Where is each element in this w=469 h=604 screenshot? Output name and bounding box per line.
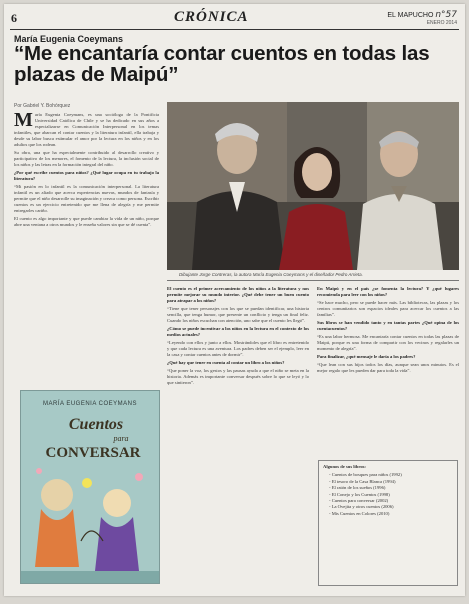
- paragraph-text: “Tiene que tener personajes con los que se puedan identificar, una historia sencilla, que tenga humor, que presente un conflicto y tenga un final feliz. Cuando los niños escuchan con atención, uno sabe que el cuento les llegó”.: [167, 306, 309, 323]
- paragraph-text: Para finalizar, ¿qué mensaje le daría a los padres?: [317, 354, 416, 359]
- photo-divider: [167, 280, 459, 281]
- paragraph-text: “Que poner la voz, los gestos y las pausas ayuda a que el niño se meta en la historia. Además es importante conversar después sobre lo que se leyó y lo que sintieron”.: [167, 368, 309, 385]
- book-list-item: - El ratón de los sueños (1996): [329, 485, 453, 491]
- handwritten-issue: n°57: [435, 10, 457, 20]
- article-column-1: [14, 112, 159, 384]
- byline: Por Gabriel Y. Bohórquez: [14, 103, 71, 109]
- section-title: CRÓNICA: [174, 9, 249, 25]
- page-number: 6: [11, 11, 17, 25]
- paragraph-text: El cuento es algo importante y que puede cambiar la vida de un niño, porque abre una ventana a otros mundos y le enseña valores sin que se dé cuenta”.: [14, 216, 159, 227]
- body-paragraph: [317, 362, 459, 374]
- cover-title-3: CONVERSAR: [45, 445, 141, 461]
- author-name: María Eugenia Coeymans: [14, 34, 124, 44]
- body-paragraph: [317, 334, 459, 352]
- paragraph-text: ¿Por qué escribe cuentos para niños? ¿Qué lugar ocupa en tu trabajo la literatura?: [14, 170, 159, 181]
- question-paragraph: [317, 286, 459, 298]
- paragraph-text: “Es una labor hermosa. Me encantaría contar cuentos en todas las plazas de Maipú, porque es una forma de compartir con los vecinos y regalarles un momento de alegría”.: [317, 334, 459, 351]
- paragraph-text: ¿Qué hay que tener en cuenta al contar un libro a los niños?: [167, 360, 285, 365]
- paragraph-text: aría Eugenia Coeymans, es una socióloga de la Pontificia Universidad Católica de Chile y se ha dedicado en sus años a especializarse en Comunicación Interpersonal en los temas infantiles, que abarcan el contar cuentos y la literatura infantil, ella trabaja y desde su labor busca estimular el amor por la lectura en los niños y en los adultos que los rodean.: [14, 112, 159, 147]
- page-header: [4, 4, 465, 34]
- photo-illustration: [167, 102, 459, 270]
- paragraph-text: El cuento es el primer acercamiento de los niños a la literatura y nos permite mejorar su mundo interior. ¿Qué debe tener un buen cuento para atrapar a los niños?: [167, 286, 309, 303]
- body-paragraph: [14, 184, 159, 214]
- article-column-3: [317, 286, 459, 456]
- book-list-item: - Mis Cuentos en Colores (2010): [329, 511, 453, 517]
- books-sidebar: [318, 460, 458, 586]
- book-list-item: - El tesoro de la Casa Blanca (1994): [329, 479, 453, 485]
- body-paragraph: [167, 340, 309, 358]
- book-list-item: - El Conejo y los Cuentos (1998): [329, 492, 453, 498]
- newspaper-page: [4, 4, 465, 596]
- paragraph-text: Su obra, una que ha especialmente contribuido al desarrollo creativo y participativo de los menores, el fomento de la lectura, la inclusión social de los niños y las letras en la formación integral del niño.: [14, 150, 159, 167]
- paragraph-text: Sus libros se han vendido tanto y en tantas partes ¿Qué opina de los cuentacuentos?: [317, 320, 459, 331]
- question-paragraph: [167, 326, 309, 338]
- drop-cap: M: [14, 112, 33, 131]
- body-paragraph: [167, 368, 309, 386]
- issue-date: ENERO 2014: [426, 20, 457, 26]
- cover-title-2: para: [113, 434, 129, 443]
- paragraph-text: ¿Cómo se puede incentivar a los niños en la lectura en el contexto de los medios actuales?: [167, 326, 309, 337]
- article-photo: [167, 102, 459, 270]
- cover-title-1: Cuentos: [68, 416, 124, 433]
- header-rule: [10, 29, 459, 30]
- book-list-item: - Cuentos de bosques para niños (1992): [329, 472, 453, 478]
- paragraph-text: En Maipú y en el país ¿se fomenta la lectura? Y ¿qué lugares recomienda para leer con los niños?: [317, 286, 459, 297]
- cover-author: MARÍA EUGENIA COEYMANS: [42, 401, 138, 407]
- book-list: [323, 472, 453, 517]
- paragraph-text: “Mi pasión en lo infantil es la comunicación interpersonal. La literatura infantil es un aliado que acerca experiencias nuevas, mundos de fantasía y permite que el niño desarrolle su imaginación y crezca como persona. Escribir cuentos es un ejercicio entretenido que me llena de alegría y me permite entregarles cariño.: [14, 184, 159, 213]
- question-paragraph: [317, 354, 459, 360]
- newspaper-name: [387, 10, 457, 26]
- question-paragraph: [14, 170, 159, 182]
- body-paragraph: [14, 112, 159, 148]
- newspaper-title: EL MAPUCHO: [387, 12, 434, 19]
- body-paragraph: [317, 300, 459, 318]
- book-list-item: - La Ovejita y otros cuentos (2006): [329, 504, 453, 510]
- body-paragraph: [14, 150, 159, 168]
- question-paragraph: [167, 286, 309, 304]
- photo-caption: Dibujante Jorge Contreras, la autora María Eugenia Coeymans y el diseñador Pedro Arrieta.: [179, 272, 363, 277]
- headline: “Me encantaría contar cuentos en todas las plazas de Maipú”: [14, 42, 430, 86]
- book-cover-image: [20, 390, 160, 584]
- paragraph-text: “Leyendo con ellos y junto a ellos. Mostrándoles que el libro es entretenido y que cada lectura es una aventura. Los padres deben ser el ejemplo, leer en la casa y contar cuentos antes de dormir”.: [167, 340, 309, 357]
- paragraph-text: “Se hace mucho, pero se puede hacer más. Las bibliotecas, las plazas y los centros comunitarios son espacios ideales para acercar los cuentos a las familias”.: [317, 300, 459, 317]
- question-paragraph: [167, 360, 309, 366]
- question-paragraph: [317, 320, 459, 332]
- article-column-2: [167, 286, 309, 586]
- sidebar-title: Algunos de sus libros:: [323, 464, 366, 469]
- body-paragraph: [14, 216, 159, 228]
- paragraph-text: “Que lean con sus hijos todos los días, aunque sean unos minutos. Es el mejor regalo que les pueden dar para toda la vida”.: [317, 362, 459, 373]
- book-list-item: - Cuentos para conversar (2002): [329, 498, 453, 504]
- body-paragraph: [167, 306, 309, 324]
- book-cover-illustration: [21, 391, 159, 583]
